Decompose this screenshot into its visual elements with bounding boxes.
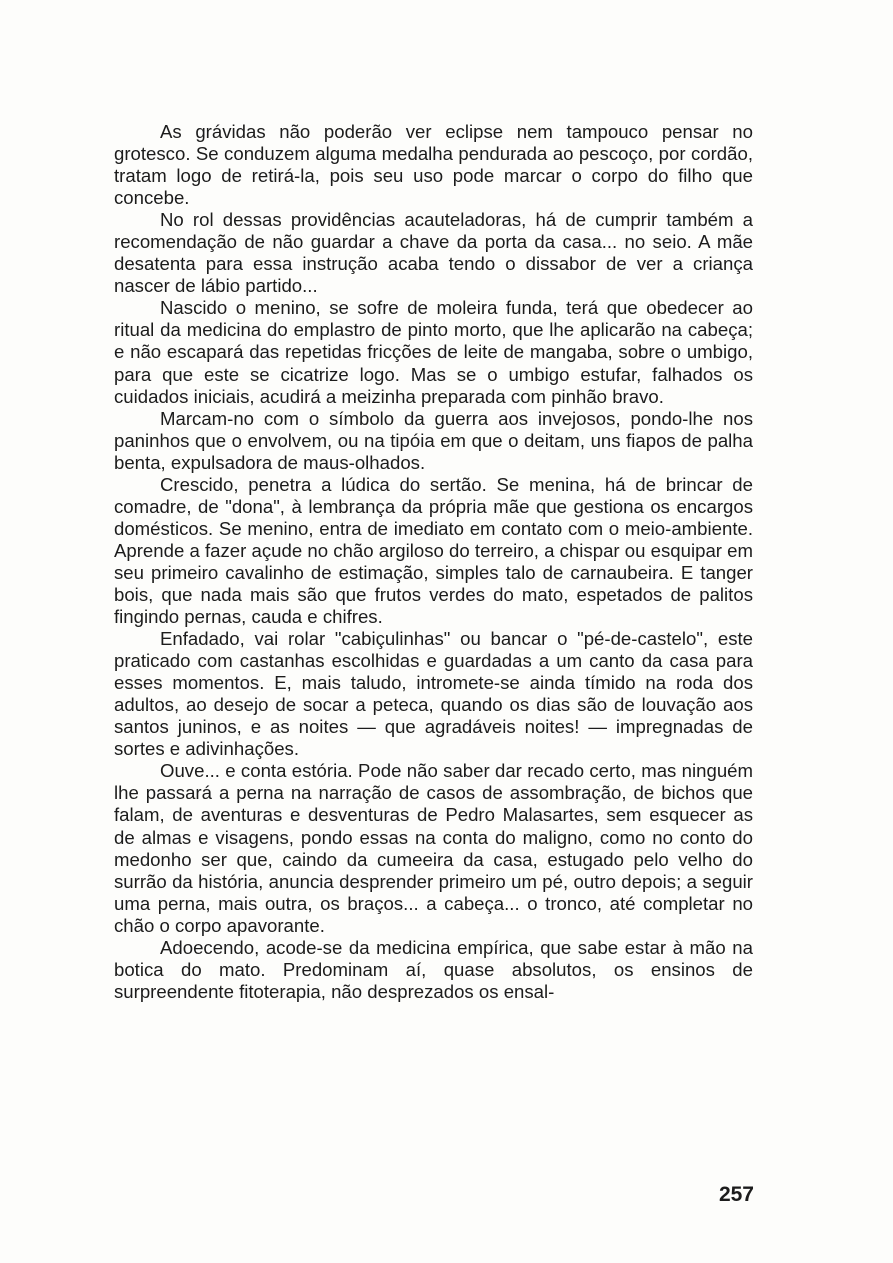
paragraph-5: Crescido, penetra a lúdica do sertão. Se menina, há de brincar de comadre, de "dona", à lembrança da própria mãe que gestiona os encargos domésticos. Se menino, entra de imediato em contato com o meio-ambiente. Aprende a fazer açude no chão argiloso do terreiro, a chispar ou esquipar em seu primeiro cavalinho de estimação, simples talo de carnaubeira. E tanger bois, que nada mais são que frutos verdes do mato, espetados de palitos fingindo pernas, cauda e chifres. (114, 473, 753, 628)
paragraph-4: Marcam-no com o símbolo da guerra aos invejosos, pondo-lhe nos paninhos que o envolvem, ou na tipóia em que o deitam, uns fiapos de palha benta, expulsadora de maus-olhados. (114, 407, 753, 473)
paragraph-8: Adoecendo, acode-se da medicina empírica, que sabe estar à mão na botica do mato. Predominam aí, quase absolutos, os ensinos de surpreendente fitoterapia, não desprezados os ensal- (114, 936, 753, 1002)
paragraph-1: As grávidas não poderão ver eclipse nem tampouco pensar no grotesco. Se conduzem alguma medalha pendurada ao pescoço, por cordão, tratam logo de retirá-la, pois seu uso pode marcar o corpo do filho que concebe. (114, 121, 753, 209)
paragraph-6: Enfadado, vai rolar "cabiçulinhas" ou bancar o "pé-de-castelo", este praticado com castanhas escolhidas e guardadas a um canto da casa para esses momentos. E, mais taludo, intromete-se ainda tímido na roda dos adultos, ao desejo de socar a peteca, quando os dias são de louvação aos santos juninos, e as noites — que agradáveis noites! — impregnadas de sortes e adivinhações. (114, 628, 753, 760)
paragraph-3: Nascido o menino, se sofre de moleira funda, terá que obedecer ao ritual da medicina do emplastro de pinto morto, que lhe aplicarão na cabeça; e não escapará das repetidas fricções de leite de mangaba, sobre o umbigo, para que este se cicatrize logo. Mas se o umbigo estufar, falhados os cuidados iniciais, acudirá a meizinha preparada com pinhão bravo. (114, 297, 753, 407)
page-number: 257 (718, 1183, 754, 1206)
paragraph-2: No rol dessas providências acauteladoras, há de cumprir também a recomendação de não guardar a chave da porta da casa... no seio. A mãe desatenta para essa instrução acaba tendo o dissabor de ver a criança nascer de lábio partido... (114, 209, 753, 297)
paragraph-7: Ouve... e conta estória. Pode não saber dar recado certo, mas ninguém lhe passará a perna na narração de casos de assombração, de bichos que falam, de aventuras e desventuras de Pedro Malasartes, sem esquecer as de almas e visagens, pondo essas na conta do maligno, como no conto do medonho ser que, caindo da cumeeira da casa, estugado pelo velho do surrão da história, anuncia desprender primeiro um pé, outro depois; a seguir uma perna, mais outra, os braços... a cabeça... o tronco, até completar no chão o corpo apavorante. (114, 760, 753, 936)
body-text (114, 121, 753, 1003)
